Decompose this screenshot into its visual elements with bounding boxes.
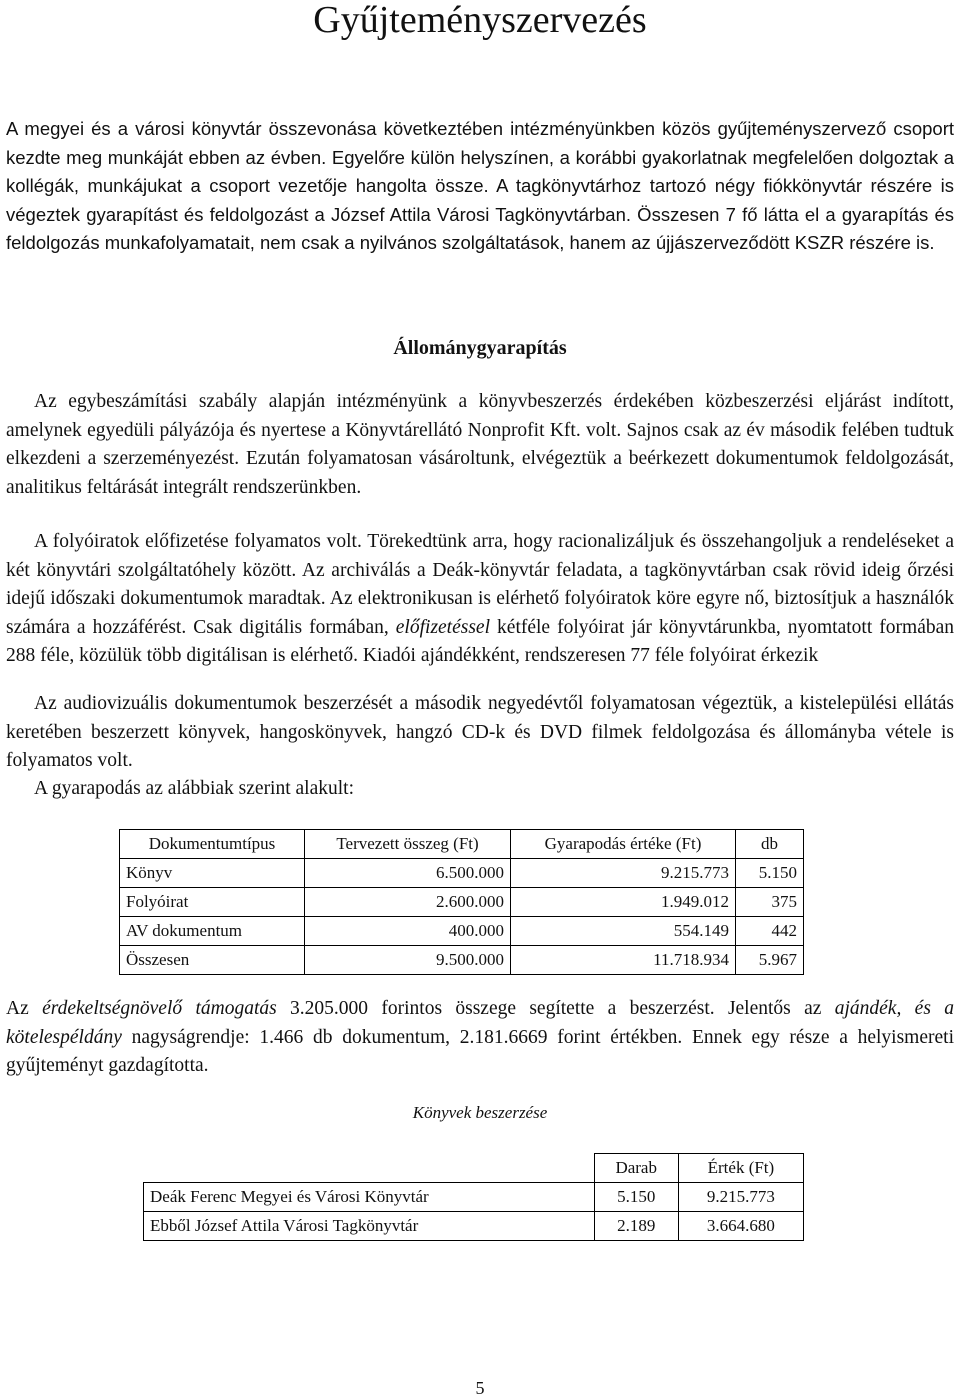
support-emphasis-1: érdekeltségnövelő támogatás xyxy=(42,998,277,1019)
table-cell: AV dokumentum xyxy=(120,917,305,946)
intro-paragraph: A megyei és a városi könyvtár összevonása következtében intézményünkben közös gyűjteményszervező csoport kezdte meg munkáját ebben az évben. Egyelőre külön helyszínen, a korábbi gyakorlatnak megfelelően dolgoztak a kollégák, munkájukat a csoport vezetője hangolta össze. A tagkönyvtárhoz tartozó négy fiókkönyvtár részére is végeztek gyarapítást és feldolgozást a József Attila Városi Tagkönyvtárban. Összesen 7 fő látta el a gyarapítás és feldolgozás munkafolyamatait, nem csak a nyilvános szolgáltatások, hanem az újjászerveződött KSZR részére is. xyxy=(6,118,954,253)
table-cell: 5.150 xyxy=(594,1183,678,1212)
table-cell: 375 xyxy=(736,888,804,917)
table-cell: 11.718.934 xyxy=(510,946,735,975)
table-cell: Folyóirat xyxy=(120,888,305,917)
table-cell: 3.664.680 xyxy=(678,1212,803,1241)
table-row xyxy=(144,1183,804,1212)
table-cell: Könyv xyxy=(120,859,305,888)
support-text-1: Az xyxy=(6,998,43,1019)
table-header-cell: Gyarapodás értéke (Ft) xyxy=(510,830,735,859)
table-row xyxy=(120,888,804,917)
table-header-cell: Darab xyxy=(594,1154,678,1183)
support-paragraph xyxy=(6,995,954,1081)
table-cell: 442 xyxy=(736,917,804,946)
page-number: 5 xyxy=(475,1378,485,1398)
table-cell: 5.150 xyxy=(736,859,804,888)
periodicals-text-a: A folyóiratok előfizetése folyamatos volt. Törekedtünk arra, hogy racionalizáljuk és összehangoljuk a rendeléseket a két könyvtári szolgáltatóhely között. Az archiválás a Deák-könyvtár feladata, a tagkönyvtárban csak rövid ideig őrzési idejű időszaki dokumentumok maradtak. Az elektronikusan is elérhető folyóiratok köre egyre nő, biztosítjuk a használók számára a hozzáférést. Csak digitális formában, xyxy=(6,531,954,638)
table-header-row xyxy=(120,830,804,859)
periodicals-paragraph xyxy=(6,528,954,671)
support-text-2: 3.205.000 forintos összege segítette a beszerzést. Jelentős az xyxy=(276,998,835,1019)
table-cell: 2.600.000 xyxy=(305,888,511,917)
table-header-row xyxy=(144,1154,804,1183)
support-text-3: nagyságrendje: 1.466 db dokumentum, 2.181.6669 forint értékben. Ennek egy része a helyismereti gyűjteményt gazdagította. xyxy=(6,1026,954,1076)
table-cell: 6.500.000 xyxy=(305,859,511,888)
table-cell: Deák Ferenc Megyei és Városi Könyvtár xyxy=(144,1183,595,1212)
table-cell: Ebből József Attila Városi Tagkönyvtár xyxy=(144,1212,595,1241)
table-cell: 1.949.012 xyxy=(510,888,735,917)
table-header-cell: Tervezett összeg (Ft) xyxy=(305,830,511,859)
table-row xyxy=(120,859,804,888)
table-header-cell: Érték (Ft) xyxy=(678,1154,803,1183)
table-cell: 5.967 xyxy=(736,946,804,975)
table-cell: 554.149 xyxy=(510,917,735,946)
periodicals-text-b: kétféle folyóirat jár könyvtárunkba, nyomtatott formában 288 féle, közülük több digitálisan is elérhető. Kiadói ajándékként, rendszeresen 77 féle folyóirat érkezik xyxy=(6,616,955,666)
table-cell: 9.215.773 xyxy=(510,859,735,888)
table-cell: Összesen xyxy=(120,946,305,975)
table-caption: Könyvek beszerzése xyxy=(412,1103,548,1122)
page-title: Gyűjteményszervezés xyxy=(313,0,647,41)
book-purchase-table xyxy=(143,1153,804,1241)
acquisition-paragraph: Az egybeszámítási szabály alapján intézményünk a könyvbeszerzés érdekében közbeszerzési eljárást indított, amelynek egyedüli pályázója és nyertese a Könyvtárellátó Nonprofit Kft. volt. Sajnos csak az év második felében tudtuk elkezdeni a szerzeményezést. Ezután folyamatosan vásároltunk, elvégeztük a beérkezett dokumentumok feldolgozását, analitikus feltárását integrált rendszerünkben. xyxy=(6,391,954,498)
acquisition-table xyxy=(119,829,804,975)
table-row xyxy=(144,1212,804,1241)
section-heading: Állománygyarapítás xyxy=(393,337,567,359)
table-header-cell: db xyxy=(736,830,804,859)
table-cell: 2.189 xyxy=(594,1212,678,1241)
table-header-cell: Dokumentumtípus xyxy=(120,830,305,859)
audiovisual-paragraph: Az audiovizuális dokumentumok beszerzését a második negyedévtől folyamatosan végeztük, a kistelepülési ellátás keretében beszerzett könyvek, hangoskönyvek, hangzó CD-k és DVD filmek feldolgozása és állományba vétele is folyamatos volt. xyxy=(6,693,954,771)
periodicals-emphasis: előfizetéssel xyxy=(395,616,491,638)
table-header-cell-empty xyxy=(144,1154,595,1183)
table-cell: 9.500.000 xyxy=(305,946,511,975)
table-row xyxy=(120,917,804,946)
table-cell: 400.000 xyxy=(305,917,511,946)
table-intro-paragraph: A gyarapodás az alábbiak szerint alakult: xyxy=(34,778,354,799)
support-emphasis-2: ajándék, és a kötelespéldány xyxy=(6,998,954,1048)
table-row-total xyxy=(120,946,804,975)
table-cell: 9.215.773 xyxy=(678,1183,803,1212)
